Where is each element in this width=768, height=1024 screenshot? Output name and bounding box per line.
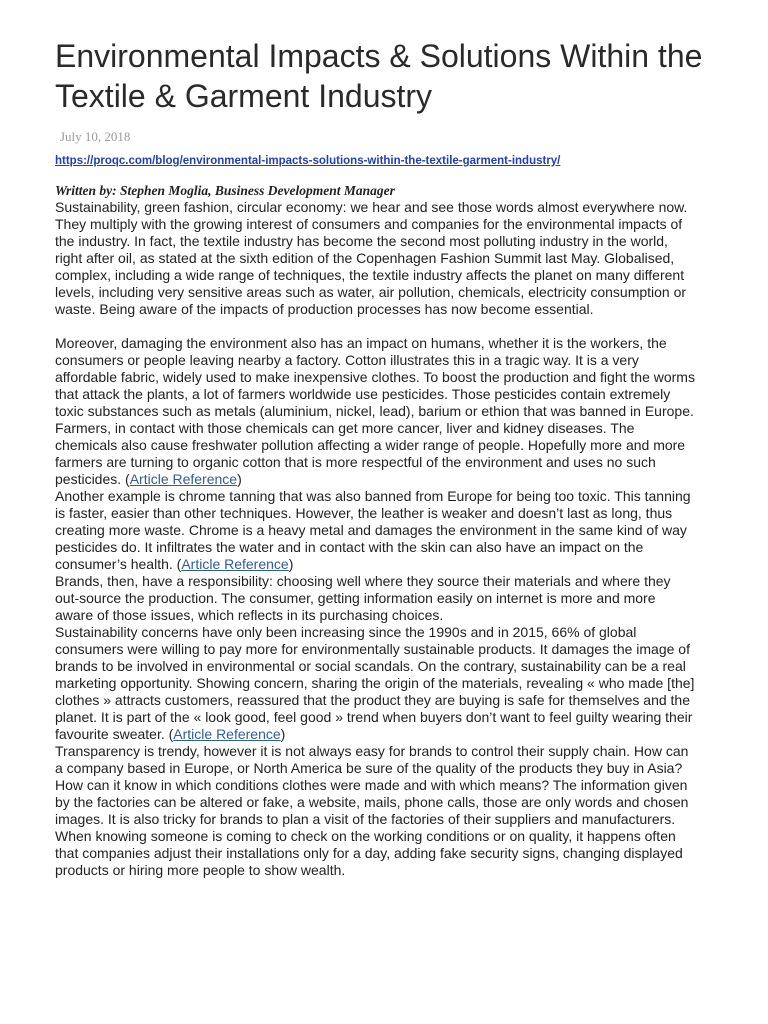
paragraph: [55, 335, 695, 488]
article-reference-link[interactable]: Article Reference: [173, 726, 281, 742]
paragraph: [55, 624, 695, 743]
article-reference-link[interactable]: Article Reference: [129, 471, 238, 487]
paragraph-text: Moreover, damaging the environment also has an impact on humans, whether it is the workers, the consumers or people leaving nearby a factory. Cotton illustrates this in a tragic way. It is a very affordable fabric, widely used to make inexpensive clothes. To boost the production and fight the worms that attack the plants, a lot of farmers worldwide use pesticides. Those pesticides contain extremely toxic substances such as metals (aluminium, nickel, lead), barium or ethion that was banned in Europe. Farmers, in contact with those chemicals can get more cancer, liver and kidney diseases. The chemicals also cause freshwater pollution affecting a wider range of people. Hopefully more and more farmers are turning to organic cotton that is more respectful of the environment and uses no such pesticides. (: [55, 335, 695, 487]
paragraph: Brands, then, have a responsibility: choosing well where they source their materials and where they out-source the production. The consumer, getting information easily on internet is more and more aware of those issues, which reflects in its purchasing choices.: [55, 573, 671, 623]
close-paren: ): [280, 726, 286, 742]
paragraph-text: Sustainability concerns have only been increasing since the 1990s and in 2015, 66% of global consumers were willing to pay more for environmentally sustainable products. It damages the image of brands to be involved in environmental or social scandals. On the contrary, sustainability can be a real marketing opportunity. Showing concern, sharing the origin of the materials, revealing « who made [the] clothes » attracts customers, reassured that the product they are buying is safe for themselves and the planet. It is part of the « look good, feel good » trend when buyers don’t want to feel guilty wearing their favourite sweater. (: [55, 624, 695, 742]
article-reference-link[interactable]: Article Reference: [181, 556, 289, 572]
source-url-link[interactable]: https://proqc.com/blog/environmental-impacts-solutions-within-the-textile-garment-industry/: [55, 155, 561, 167]
paragraph: Transparency is trendy, however it is not always easy for brands to control their supply chain. How can a company based in Europe, or North America be sure of the quality of the products they buy in Asia? How can it know in which conditions clothes were made and with which means? The information given by the factories can be altered or fake, a website, mails, phone calls, those are only words and chosen images. It is also tricky for brands to plan a visit of the factories of their suppliers and manufacturers. When knowing someone is coming to check on the working conditions or on quality, it happens often that companies adjust their installations only for a day, adding fake security signs, changing displayed products or hiring more people to show wealth.: [55, 743, 689, 878]
paragraph: [55, 488, 695, 573]
paragraph: Sustainability, green fashion, circular economy: we hear and see those words almost everywhere now. They multiply with the growing interest of consumers and companies for the environmental impacts of the industry. In fact, the textile industry has become the second most polluting industry in the world, right after oil, as stated at the sixth edition of the Copenhagen Fashion Summit last May. Globalised, complex, including a wide range of techniques, the textile industry affects the planet on many different levels, including very sensitive areas such as water, air pollution, chemicals, electricity consumption or waste. Being aware of the impacts of production processes has now become essential.: [55, 199, 688, 317]
article-body: [55, 199, 695, 879]
close-paren: ): [288, 556, 294, 572]
publish-date: July 10, 2018: [60, 129, 131, 144]
paragraph-text: Another example is chrome tanning that was also banned from Europe for being too toxic. This tanning is faster, easier than other techniques. However, the leather is weaker and doesn’t last as long, thus creating more waste. Chrome is a heavy metal and damages the environment in the same kind of way pesticides do. It infiltrates the water and in contact with the skin can also have an impact on the consumer’s health. (: [55, 488, 691, 572]
author-byline: Written by: Stephen Moglia, Business Development Manager: [55, 183, 395, 198]
close-paren: ): [237, 471, 242, 487]
page-title: Environmental Impacts & Solutions Within the Textile & Garment Industry: [55, 38, 703, 114]
